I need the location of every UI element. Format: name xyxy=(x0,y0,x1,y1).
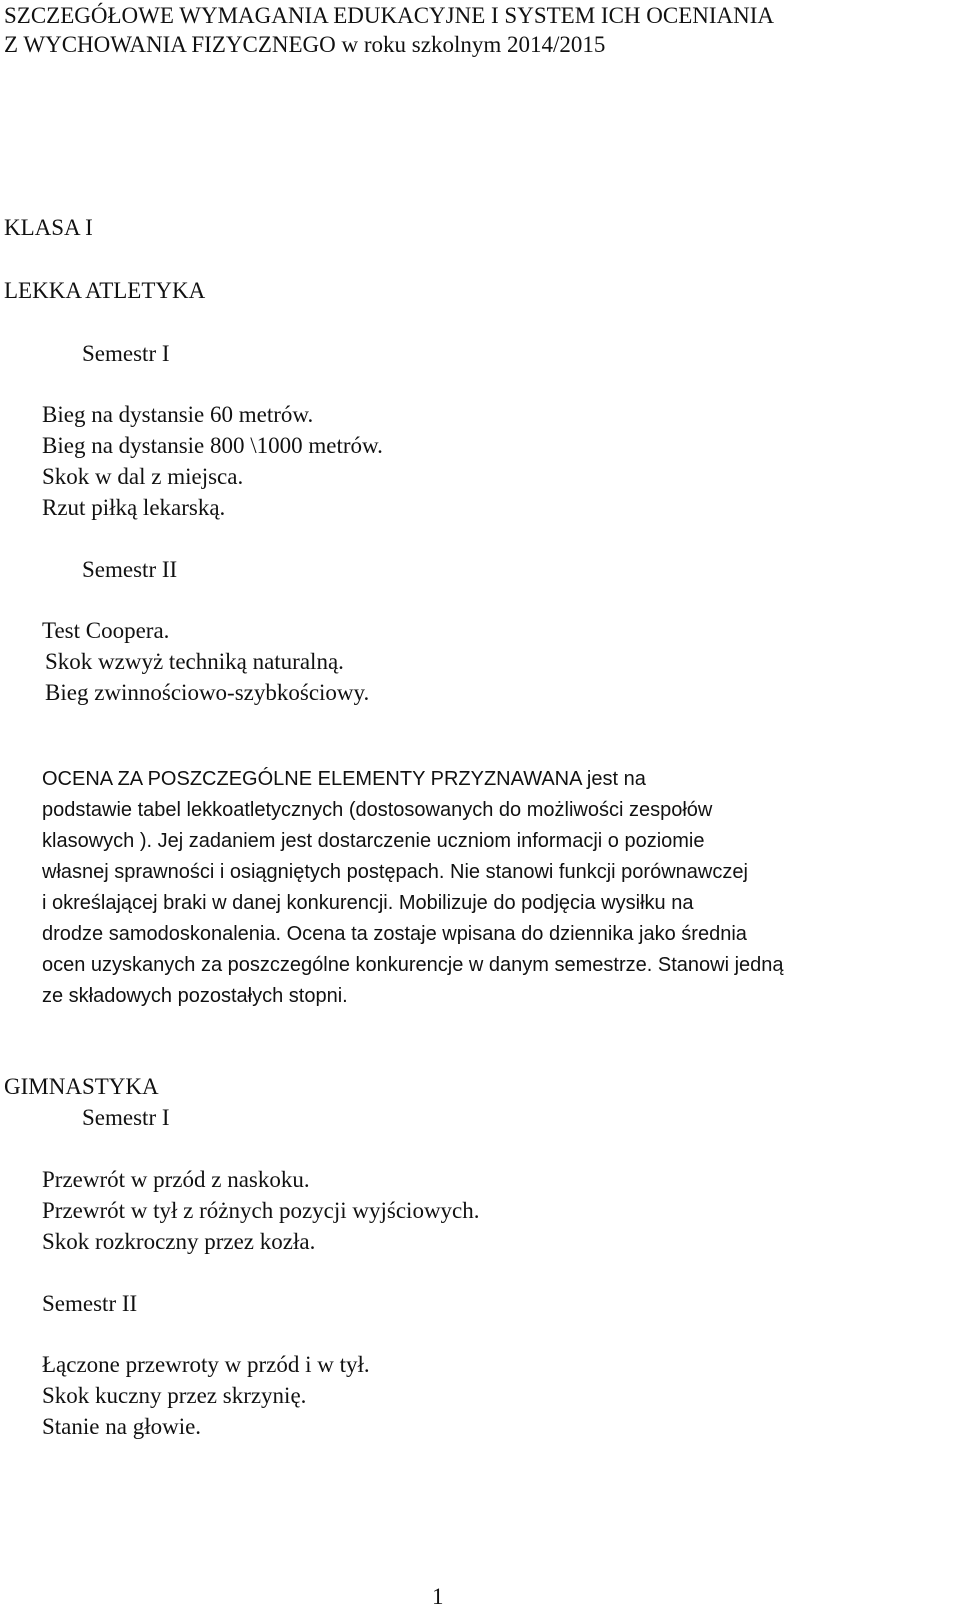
page-number: 1 xyxy=(432,1584,444,1609)
athletics-sem2-item: Bieg zwinnościowo-szybkościowy. xyxy=(45,680,370,705)
document-title-line-2: Z WYCHOWANIA FIZYCZNEGO w roku szkolnym 2014/2015 xyxy=(4,32,606,57)
document-title-line-1: SZCZEGÓŁOWE WYMAGANIA EDUKACYJNE I SYSTEM ICH OCENIANIA xyxy=(4,3,775,28)
assessment-line: klasowych ). Jej zadaniem jest dostarczenie uczniom informacji o poziomie xyxy=(42,830,705,852)
assessment-line: i określającej braki w danej konkurencji. Mobilizuje do podjęcia wysiłku na xyxy=(42,892,694,914)
athletics-sem1-item: Skok w dal z miejsca. xyxy=(42,464,244,489)
assessment-line: OCENA ZA POSZCZEGÓLNE ELEMENTY PRZYZNAWANA jest na xyxy=(42,768,646,790)
class-label: KLASA I xyxy=(4,215,93,240)
athletics-sem1-item: Bieg na dystansie 800 \1000 metrów. xyxy=(42,433,383,458)
gymnastics-semester-1-label: Semestr I xyxy=(82,1105,170,1130)
assessment-line: ocen uzyskanych za poszczególne konkurencje w danym semestrze. Stanowi jedną xyxy=(42,954,784,976)
athletics-sem1-item: Bieg na dystansie 60 metrów. xyxy=(42,402,314,427)
athletics-sem2-item: Test Coopera. xyxy=(42,618,170,643)
gymnastics-sem1-item: Przewrót w przód z naskoku. xyxy=(42,1167,310,1192)
athletics-sem2-item: Skok wzwyż techniką naturalną. xyxy=(45,649,344,674)
gymnastics-sem2-item: Łączone przewroty w przód i w tył. xyxy=(42,1352,370,1377)
gymnastics-sem2-item: Stanie na głowie. xyxy=(42,1414,202,1439)
assessment-line: podstawie tabel lekkoatletycznych (dostosowanych do możliwości zespołów xyxy=(42,799,713,821)
assessment-line: własnej sprawności i osiągniętych postępach. Nie stanowi funkcji porównawczej xyxy=(42,861,748,883)
athletics-semester-2-label: Semestr II xyxy=(82,557,178,582)
athletics-sem1-item: Rzut piłką lekarską. xyxy=(42,495,226,520)
athletics-heading: LEKKA ATLETYKA xyxy=(4,278,206,303)
athletics-semester-1-label: Semestr I xyxy=(82,341,170,366)
gymnastics-semester-2-label: Semestr II xyxy=(42,1291,138,1316)
assessment-line: drodze samodoskonalenia. Ocena ta zostaje wpisana do dziennika jako średnia xyxy=(42,923,747,945)
gymnastics-sem1-item: Skok rozkroczny przez kozła. xyxy=(42,1229,316,1254)
gymnastics-sem2-item: Skok kuczny przez skrzynię. xyxy=(42,1383,307,1408)
assessment-line: ze składowych pozostałych stopni. xyxy=(42,985,348,1007)
gymnastics-sem1-item: Przewrót w tył z różnych pozycji wyjściowych. xyxy=(42,1198,480,1223)
gymnastics-heading: GIMNASTYKA xyxy=(4,1074,159,1099)
